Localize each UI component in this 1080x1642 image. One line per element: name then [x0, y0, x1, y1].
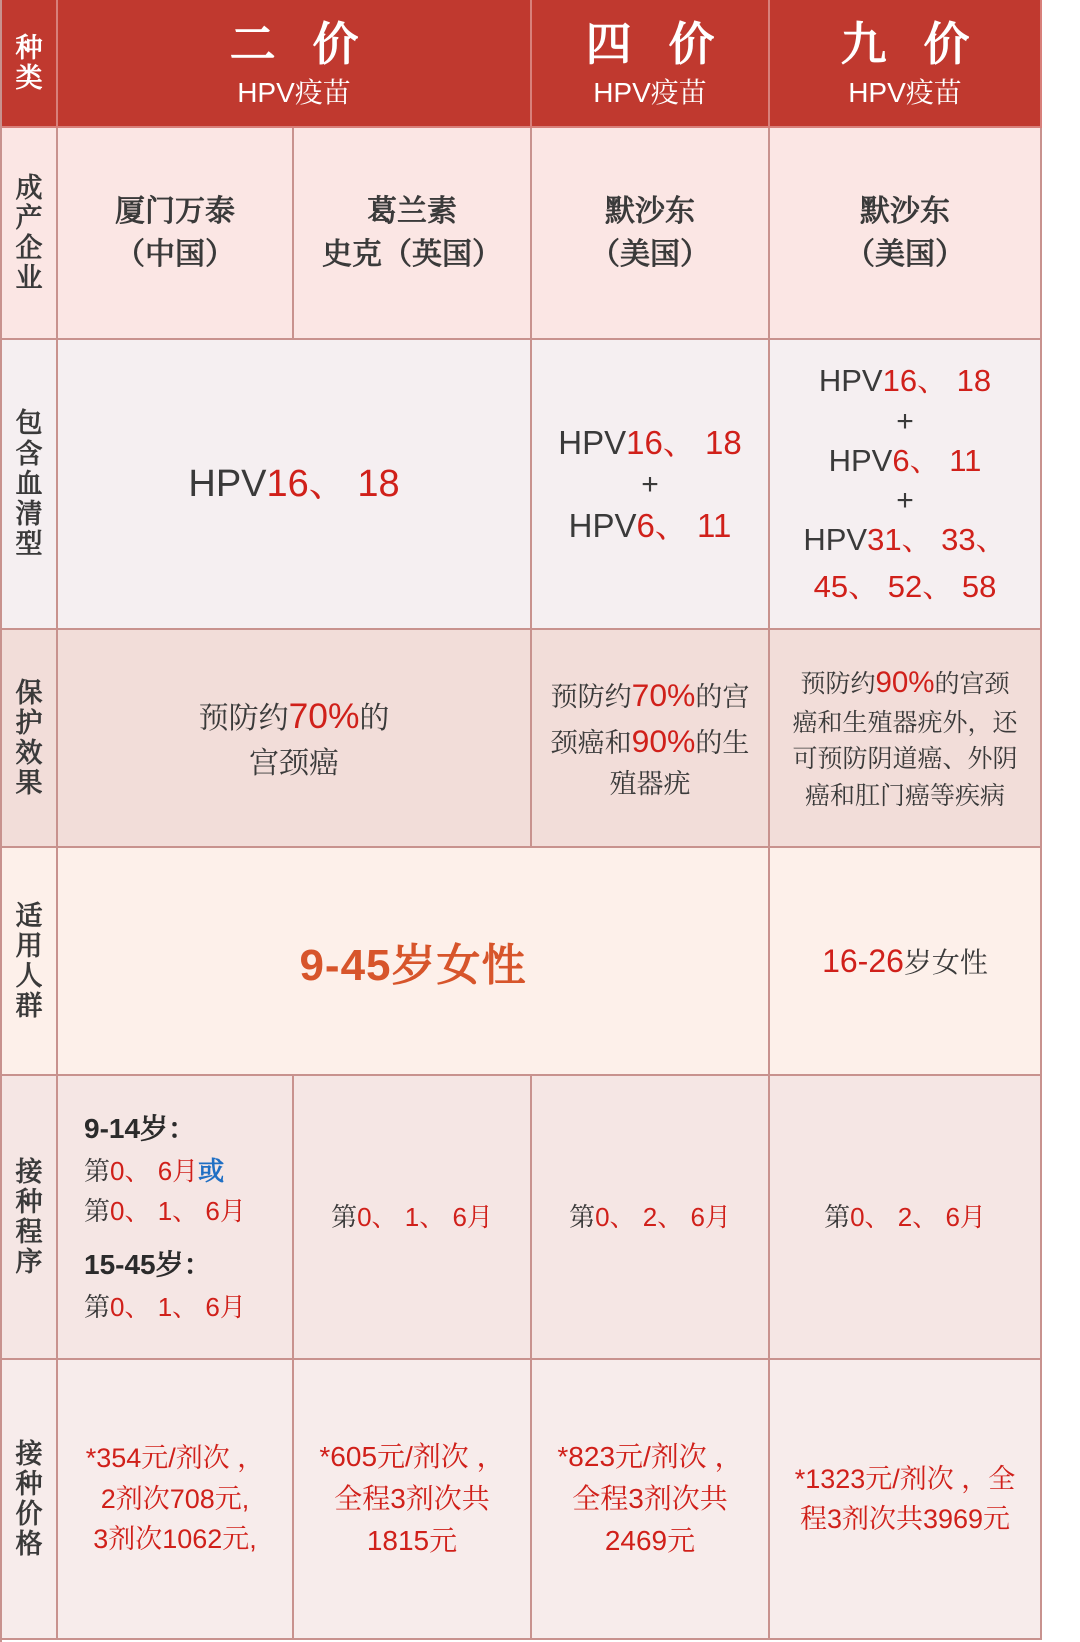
- serotype-values: 6、 11: [636, 506, 732, 544]
- target-age-number: 16-26: [822, 943, 904, 979]
- protection-text: 预防约: [198, 701, 289, 735]
- serotype-values: 16、 18: [626, 424, 742, 461]
- protection-text: 预防约: [800, 670, 876, 699]
- price-line: 2剂次708元,: [100, 1483, 250, 1514]
- row-label-schedule: [2, 1076, 58, 1360]
- header-cell-nonavalent: [770, 0, 1042, 128]
- schedule-doses-line: 第0、 6月或: [84, 1155, 225, 1186]
- table-row-target-population: [2, 848, 1080, 1076]
- cell-protection-quadrivalent: [532, 630, 770, 848]
- header-title-quadrivalent: 四 价: [585, 17, 727, 70]
- serotype-prefix: HPV: [818, 363, 883, 398]
- price-line: 2469元: [604, 1525, 696, 1556]
- cell-protection-bivalent: [58, 630, 532, 848]
- price-line: 全程3剂次共: [334, 1483, 490, 1514]
- protection-text: 的宫: [695, 682, 750, 713]
- serotype-values: 31、 33、: [867, 522, 1007, 557]
- cell-manufacturer-gsk: [294, 128, 532, 340]
- price-line: *354元/剂次 ，: [85, 1443, 265, 1474]
- row-label-serotypes: [2, 340, 58, 630]
- schedule-doses-line: 第0、 2、 6月: [569, 1201, 731, 1232]
- cell-protection-nonavalent: [770, 630, 1042, 848]
- schedule-doses-line: 第0、 1、 6月: [84, 1291, 246, 1322]
- header-cell-bivalent: [58, 0, 532, 128]
- protection-line: 可预防阴道癌、外阴: [792, 745, 1018, 774]
- schedule-group-9-14: [84, 1107, 246, 1231]
- table-header-row: [2, 0, 1080, 128]
- serotype-plus: +: [896, 484, 914, 517]
- serotype-line: [803, 517, 1006, 564]
- cell-schedule-nonavalent: [770, 1076, 1042, 1360]
- protection-line: [199, 691, 390, 742]
- serotype-line: [188, 456, 399, 513]
- serotype-line: [569, 501, 732, 551]
- serotype-values: 6、 11: [892, 442, 982, 478]
- row-label-protection: [2, 630, 58, 848]
- manufacturer-gsk-country: 史克（英国）: [322, 238, 502, 271]
- protection-line: [551, 672, 750, 718]
- manufacturer-gsk-name: 葛兰素: [367, 194, 457, 228]
- cell-serotypes-quadrivalent: [532, 340, 770, 630]
- serotype-prefix: HPV: [558, 424, 627, 461]
- manufacturer-merck4-country: （美国）: [590, 238, 710, 271]
- price-line: 全程3剂次共: [572, 1483, 728, 1514]
- manufacturer-merck4-name: 默沙东: [605, 194, 695, 228]
- protection-text: 的生: [695, 728, 750, 759]
- cell-price-nonavalent: [770, 1360, 1042, 1640]
- header-cell-quadrivalent: [532, 0, 770, 128]
- serotype-plus: +: [896, 404, 914, 438]
- protection-line: 宫颈癌: [249, 746, 339, 780]
- price-line: *823元/剂次 ，: [557, 1441, 743, 1472]
- price-line: 3剂次1062元,: [93, 1524, 257, 1555]
- protection-text: 的宫颈: [934, 670, 1010, 699]
- cell-schedule-wantai: [58, 1076, 294, 1360]
- target-age-suffix: 岁女性: [903, 947, 988, 978]
- cell-manufacturer-merck-9: [770, 128, 1042, 340]
- protection-percent: 90%: [631, 723, 696, 760]
- row-label-serotypes-text: 包含血清型: [15, 408, 43, 560]
- cell-manufacturer-merck-4: [532, 128, 770, 340]
- cell-price-gsk: [294, 1360, 532, 1640]
- protection-text: 的: [359, 701, 390, 735]
- row-label-protection-text: 保护效果: [15, 677, 43, 799]
- schedule-doses-line: 第0、 2、 6月: [824, 1201, 986, 1232]
- protection-line: [800, 662, 1009, 705]
- cell-price-wantai: [58, 1360, 294, 1640]
- serotype-line: [819, 358, 991, 405]
- serotype-prefix: HPV: [568, 506, 637, 544]
- table-row-price: [2, 1360, 1080, 1640]
- schedule-group-15-45: [84, 1243, 246, 1327]
- serotype-line: [558, 418, 741, 468]
- table-row-schedule: [2, 1076, 1080, 1360]
- row-label-price: [2, 1360, 58, 1640]
- serotype-prefix: HPV: [803, 522, 868, 557]
- protection-text: 颈癌和: [550, 728, 632, 759]
- table-row-protection: [2, 630, 1080, 848]
- schedule-age-label: 15-45岁：: [84, 1249, 212, 1281]
- manufacturer-merck9-name: 默沙东: [860, 194, 950, 228]
- row-label-schedule-text: 接种程序: [15, 1156, 43, 1278]
- serotype-plus: +: [641, 467, 659, 501]
- cell-manufacturer-wantai: [58, 128, 294, 340]
- manufacturer-wantai-name: 厦门万泰: [115, 194, 235, 228]
- protection-percent: 70%: [631, 677, 696, 714]
- price-line: *605元/剂次 ，: [319, 1441, 505, 1472]
- price-line: *1323元/剂次 ，全: [794, 1463, 1016, 1494]
- row-label-price-text: 接种价格: [15, 1438, 43, 1560]
- serotype-prefix: HPV: [828, 442, 893, 478]
- price-line: 1815元: [366, 1525, 458, 1556]
- cell-price-quadrivalent: [532, 1360, 770, 1640]
- row-label-target: [2, 848, 58, 1076]
- header-title-bivalent: 二 价: [229, 17, 371, 70]
- row-label-category-text: 种类: [15, 32, 43, 93]
- cell-schedule-quadrivalent: [532, 1076, 770, 1360]
- serotype-prefix: HPV: [188, 462, 267, 505]
- header-title-nonavalent: 九 价: [840, 17, 982, 70]
- row-label-manufacturer-text: 成产企业: [15, 172, 43, 294]
- cell-serotypes-nonavalent: [770, 340, 1042, 630]
- protection-line: 癌和生殖器疣外，还: [792, 709, 1018, 737]
- protection-text: 预防约: [550, 682, 632, 713]
- manufacturer-merck9-country: （美国）: [845, 238, 965, 271]
- header-sub-nonavalent: HPV疫苗: [848, 76, 962, 108]
- protection-percent: 70%: [288, 695, 360, 736]
- target-age-range-left: 9-45岁女性: [299, 941, 527, 990]
- target-age-range-right: [822, 941, 988, 981]
- row-label-manufacturer: [2, 128, 58, 340]
- cell-target-nonavalent: [770, 848, 1042, 1076]
- table-row-manufacturer: [2, 128, 1080, 340]
- protection-line: [551, 718, 750, 764]
- manufacturer-wantai-country: （中国）: [115, 238, 235, 271]
- header-sub-quadrivalent: HPV疫苗: [593, 76, 707, 108]
- serotype-values: 16、 18: [266, 462, 400, 505]
- row-label-target-text: 适用人群: [15, 900, 43, 1022]
- protection-percent: 90%: [875, 666, 935, 700]
- serotype-values: 16、 18: [882, 363, 992, 398]
- row-label-category: [2, 0, 58, 128]
- header-sub-bivalent: HPV疫苗: [237, 76, 351, 108]
- cell-schedule-gsk: [294, 1076, 532, 1360]
- serotype-line: [829, 438, 982, 485]
- schedule-age-label: 9-14岁：: [84, 1113, 197, 1145]
- schedule-doses-line: 第0、 1、 6月: [84, 1195, 246, 1226]
- cell-target-bivalent-quadrivalent: [58, 848, 770, 1076]
- price-line: 程3剂次共3969元: [799, 1504, 1011, 1534]
- schedule-doses-line: 第0、 1、 6月: [331, 1201, 493, 1232]
- protection-line: 殖器疣: [609, 768, 691, 799]
- serotype-values-extra: 45、 52、 58: [813, 568, 997, 604]
- protection-line: 癌和肛门癌等疾病: [804, 781, 1005, 810]
- table-row-serotypes: [2, 340, 1080, 630]
- cell-serotypes-bivalent: [58, 340, 532, 630]
